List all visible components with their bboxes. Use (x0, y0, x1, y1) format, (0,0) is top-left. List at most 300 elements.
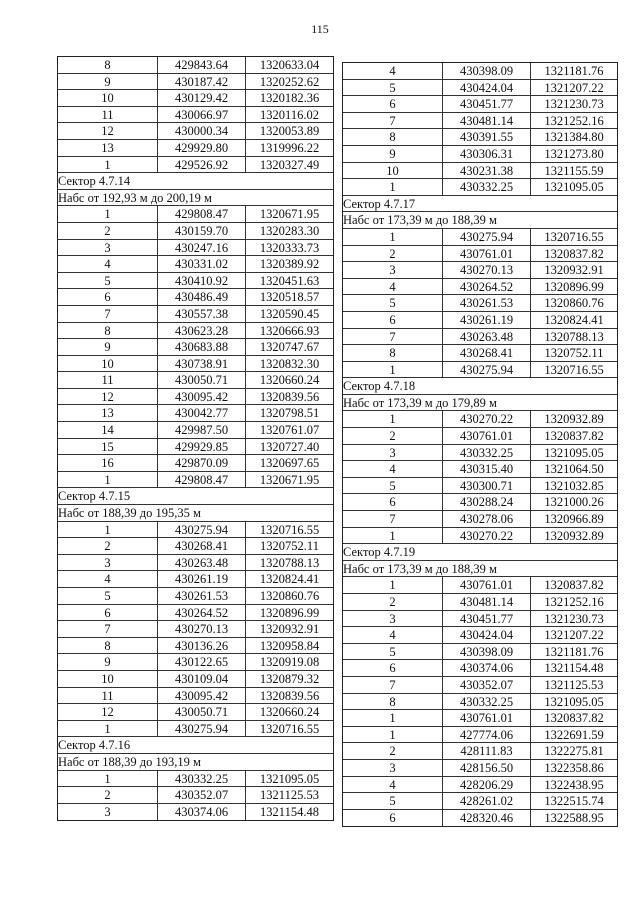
x-coordinate-cell: 430275.94 (158, 721, 246, 737)
point-number-cell: 3 (343, 445, 443, 461)
table-row (343, 494, 617, 511)
table-row (58, 323, 333, 340)
x-coordinate-cell: 430263.48 (158, 555, 246, 571)
table-row (58, 671, 333, 688)
y-coordinate-cell: 1320697.65 (259, 456, 320, 471)
point-number-cell: 4 (343, 461, 443, 477)
x-coordinate-cell: 430761.01 (443, 246, 531, 262)
y-coordinate-cell: 1322588.95 (544, 810, 604, 825)
point-number-cell: 1 (343, 710, 443, 726)
x-coordinate-cell: 430738.91 (158, 356, 246, 372)
point-number-cell: 7 (58, 306, 158, 322)
point-number-cell: 9 (58, 339, 158, 355)
table-row (58, 522, 333, 539)
x-coordinate-cell: 430451.77 (443, 611, 531, 627)
x-coordinate-cell: 430095.42 (158, 688, 246, 704)
point-number-cell: 1 (343, 362, 443, 378)
x-coordinate-cell: 430159.70 (158, 223, 246, 239)
x-coordinate-cell: 430451.77 (443, 96, 531, 112)
x-coordinate-cell: 430270.13 (443, 262, 531, 278)
x-coordinate-cell: 430352.07 (443, 677, 531, 693)
table-row (343, 179, 617, 196)
table-row (58, 74, 333, 91)
y-coordinate-cell: 1322438.95 (544, 777, 604, 792)
y-coordinate-cell: 1320896.99 (259, 605, 320, 620)
table-row (343, 627, 617, 644)
x-coordinate-cell: 430332.25 (443, 179, 531, 195)
y-coordinate-cell: 1321125.53 (260, 788, 319, 803)
coordinates-table-right (342, 62, 618, 827)
point-number-cell: 8 (343, 129, 443, 145)
y-coordinate-cell: 1321207.22 (544, 80, 604, 95)
x-coordinate-cell: 430261.53 (443, 295, 531, 311)
point-number-cell: 1 (58, 522, 158, 538)
table-row (58, 223, 333, 240)
point-number-cell: 16 (58, 455, 158, 471)
point-number-cell: 10 (58, 90, 158, 106)
point-number-cell: 2 (343, 246, 443, 262)
y-coordinate-cell: 1320116.02 (260, 107, 319, 122)
point-number-cell: 5 (343, 295, 443, 311)
point-number-cell: 5 (58, 588, 158, 604)
sector-header-text: Набс от 173,39 м до 188,39 м (343, 213, 497, 228)
table-row (343, 793, 617, 810)
point-number-cell: 10 (58, 356, 158, 372)
sector-header (58, 173, 333, 190)
table-row (58, 555, 333, 572)
table-row (343, 312, 617, 329)
table-row (58, 538, 333, 555)
y-coordinate-cell: 1320788.13 (259, 555, 320, 570)
point-number-cell: 12 (58, 704, 158, 720)
x-coordinate-cell: 430374.06 (443, 660, 531, 676)
sector-header-text: Набс от 192,93 м до 200,19 м (58, 190, 212, 205)
point-number-cell: 8 (343, 345, 443, 361)
x-coordinate-cell: 429808.47 (158, 472, 246, 488)
table-row (343, 362, 617, 379)
table-row (58, 588, 333, 605)
point-number-cell: 9 (58, 74, 158, 90)
point-number-cell: 5 (343, 793, 443, 809)
table-row (343, 511, 617, 528)
sector-header-text: Набс от 173,39 м до 179,89 м (343, 395, 497, 410)
point-number-cell: 11 (58, 688, 158, 704)
table-row (58, 289, 333, 306)
sector-header-text: Сектор 4.7.18 (343, 379, 416, 394)
y-coordinate-cell: 1320518.57 (259, 290, 320, 305)
x-coordinate-cell: 430270.13 (158, 621, 246, 637)
y-coordinate-cell: 1321125.53 (544, 677, 604, 692)
x-coordinate-cell: 430275.94 (443, 229, 531, 245)
y-coordinate-cell: 1320839.56 (259, 688, 320, 703)
x-coordinate-cell: 430122.65 (158, 654, 246, 670)
point-number-cell: 11 (58, 107, 158, 123)
sector-header (58, 190, 333, 207)
point-number-cell: 2 (58, 787, 158, 803)
sector-header (343, 561, 617, 578)
y-coordinate-cell: 1320798.51 (259, 406, 320, 421)
table-row (58, 57, 333, 74)
table-row (343, 411, 617, 428)
y-coordinate-cell: 1320879.32 (259, 671, 320, 686)
y-coordinate-cell: 1320839.56 (259, 389, 320, 404)
y-coordinate-cell: 1320966.89 (544, 512, 604, 527)
y-coordinate-cell: 1321095.05 (544, 180, 604, 195)
point-number-cell: 2 (58, 223, 158, 239)
table-row (343, 295, 617, 312)
point-number-cell: 7 (343, 677, 443, 693)
x-coordinate-cell: 430263.48 (443, 329, 531, 345)
sector-header (343, 544, 617, 561)
table-row (343, 694, 617, 711)
x-coordinate-cell: 430332.25 (443, 445, 531, 461)
y-coordinate-cell: 1320860.76 (544, 296, 604, 311)
x-coordinate-cell: 430331.02 (158, 256, 246, 272)
y-coordinate-cell: 1320752.11 (544, 346, 604, 361)
table-row (58, 339, 333, 356)
table-row (343, 113, 617, 130)
y-coordinate-cell: 1322691.59 (544, 727, 604, 742)
y-coordinate-cell: 1320333.73 (259, 240, 320, 255)
x-coordinate-cell: 430315.40 (443, 461, 531, 477)
point-number-cell: 1 (343, 727, 443, 743)
table-row (58, 372, 333, 389)
sector-header-text: Сектор 4.7.16 (58, 738, 131, 753)
point-number-cell: 7 (58, 621, 158, 637)
y-coordinate-cell: 1320283.30 (259, 223, 320, 238)
y-coordinate-cell: 1320716.55 (259, 721, 320, 736)
point-number-cell: 4 (343, 777, 443, 793)
y-coordinate-cell: 1321095.05 (544, 445, 604, 460)
x-coordinate-cell: 430275.94 (158, 522, 246, 538)
point-number-cell: 6 (58, 289, 158, 305)
point-number-cell: 4 (343, 279, 443, 295)
y-coordinate-cell: 1321230.73 (544, 97, 604, 112)
point-number-cell: 3 (343, 262, 443, 278)
table-row (58, 240, 333, 257)
y-coordinate-cell: 1321252.16 (544, 113, 604, 128)
table-row (343, 229, 617, 246)
point-number-cell: 1 (58, 206, 158, 222)
point-number-cell: 14 (58, 422, 158, 438)
y-coordinate-cell: 1320747.67 (259, 340, 320, 355)
y-coordinate-cell: 1320837.82 (544, 429, 604, 444)
point-number-cell: 12 (58, 389, 158, 405)
point-number-cell: 1 (343, 411, 443, 427)
y-coordinate-cell: 1320590.45 (259, 306, 320, 321)
point-number-cell: 6 (343, 96, 443, 112)
point-number-cell: 8 (58, 323, 158, 339)
x-coordinate-cell: 430481.14 (443, 594, 531, 610)
table-row (58, 123, 333, 140)
table-row (58, 90, 333, 107)
point-number-cell: 12 (58, 123, 158, 139)
point-number-cell: 3 (58, 804, 158, 821)
point-number-cell: 7 (343, 113, 443, 129)
point-number-cell: 7 (343, 511, 443, 527)
y-coordinate-cell: 1320182.36 (259, 91, 320, 106)
y-coordinate-cell: 1320660.24 (259, 705, 320, 720)
y-coordinate-cell: 1321064.50 (544, 462, 604, 477)
x-coordinate-cell: 430050.71 (158, 372, 246, 388)
x-coordinate-cell: 430275.94 (443, 362, 531, 378)
y-coordinate-cell: 1320958.84 (259, 638, 320, 653)
point-number-cell: 9 (58, 654, 158, 670)
table-row (343, 528, 617, 545)
sector-header-text: Сектор 4.7.19 (343, 545, 416, 560)
y-coordinate-cell: 1321181.76 (544, 64, 604, 78)
x-coordinate-cell: 427774.06 (443, 727, 531, 743)
table-row (343, 329, 617, 346)
y-coordinate-cell: 1320788.13 (544, 329, 604, 344)
table-row (343, 163, 617, 180)
x-coordinate-cell: 430683.88 (158, 339, 246, 355)
x-coordinate-cell: 429526.92 (158, 157, 246, 173)
point-number-cell: 2 (343, 428, 443, 444)
x-coordinate-cell: 429808.47 (158, 206, 246, 222)
y-coordinate-cell: 1321273.80 (544, 146, 604, 161)
x-coordinate-cell: 428206.29 (443, 777, 531, 793)
table-row (343, 80, 617, 97)
x-coordinate-cell: 430424.04 (443, 627, 531, 643)
table-row (58, 704, 333, 721)
x-coordinate-cell: 430231.38 (443, 163, 531, 179)
point-number-cell: 1 (58, 771, 158, 787)
table-row (343, 810, 617, 827)
y-coordinate-cell: 1321230.73 (544, 611, 604, 626)
table-row (343, 644, 617, 661)
table-row (343, 262, 617, 279)
y-coordinate-cell: 1320752.11 (260, 539, 319, 554)
table-row (58, 621, 333, 638)
x-coordinate-cell: 430261.53 (158, 588, 246, 604)
sector-header (58, 754, 333, 771)
point-number-cell: 5 (58, 273, 158, 289)
sector-header (58, 505, 333, 522)
y-coordinate-cell: 1320932.89 (544, 412, 604, 427)
y-coordinate-cell: 1320327.49 (259, 157, 320, 172)
y-coordinate-cell: 1320932.91 (259, 622, 320, 637)
x-coordinate-cell: 429987.50 (158, 422, 246, 438)
y-coordinate-cell: 1322515.74 (544, 794, 604, 809)
x-coordinate-cell: 430066.97 (158, 107, 246, 123)
point-number-cell: 5 (343, 80, 443, 96)
sector-header (58, 488, 333, 505)
y-coordinate-cell: 1320716.55 (544, 229, 604, 244)
point-number-cell: 13 (58, 140, 158, 156)
point-number-cell: 10 (343, 163, 443, 179)
point-number-cell: 4 (343, 627, 443, 643)
x-coordinate-cell: 430264.52 (158, 605, 246, 621)
x-coordinate-cell: 428261.02 (443, 793, 531, 809)
sector-header-text: Сектор 4.7.15 (58, 489, 131, 504)
table-row (58, 688, 333, 705)
table-row (58, 605, 333, 622)
y-coordinate-cell: 1320761.07 (259, 423, 320, 438)
y-coordinate-cell: 1320660.24 (259, 373, 320, 388)
y-coordinate-cell: 1320919.08 (259, 655, 320, 670)
point-number-cell: 6 (343, 660, 443, 676)
point-number-cell: 3 (343, 611, 443, 627)
table-row (58, 107, 333, 124)
x-coordinate-cell: 430332.25 (443, 694, 531, 710)
x-coordinate-cell: 430761.01 (443, 577, 531, 593)
point-number-cell: 8 (343, 694, 443, 710)
x-coordinate-cell: 430050.71 (158, 704, 246, 720)
x-coordinate-cell: 430000.34 (158, 123, 246, 139)
sector-header-text: Сектор 4.7.17 (343, 196, 416, 211)
point-number-cell: 4 (58, 256, 158, 272)
y-coordinate-cell: 1320053.89 (259, 124, 320, 139)
point-number-cell: 2 (343, 743, 443, 759)
y-coordinate-cell: 1320932.89 (544, 528, 604, 543)
table-row (58, 455, 333, 472)
x-coordinate-cell: 430486.49 (158, 289, 246, 305)
point-number-cell: 7 (343, 329, 443, 345)
table-row (343, 129, 617, 146)
x-coordinate-cell: 430410.92 (158, 273, 246, 289)
x-coordinate-cell: 430278.06 (443, 511, 531, 527)
point-number-cell: 3 (343, 760, 443, 776)
x-coordinate-cell: 430261.19 (443, 312, 531, 328)
x-coordinate-cell: 430288.24 (443, 494, 531, 510)
table-row (58, 721, 333, 738)
table-row (343, 146, 617, 163)
x-coordinate-cell: 429929.80 (158, 140, 246, 156)
sector-header-text: Набс от 173,39 м до 188,39 м (343, 561, 497, 576)
table-row (58, 256, 333, 273)
sector-header (343, 212, 617, 229)
page-number: 115 (311, 22, 329, 36)
x-coordinate-cell: 430391.55 (443, 129, 531, 145)
y-coordinate-cell: 1321207.22 (544, 628, 604, 643)
coordinates-table-left (57, 56, 334, 821)
table-row (58, 654, 333, 671)
y-coordinate-cell: 1321000.26 (544, 495, 604, 510)
table-row (58, 405, 333, 422)
y-coordinate-cell: 1320633.04 (259, 58, 320, 72)
x-coordinate-cell: 430264.52 (443, 279, 531, 295)
point-number-cell: 5 (343, 478, 443, 494)
table-row (343, 63, 617, 80)
x-coordinate-cell: 430261.19 (158, 571, 246, 587)
point-number-cell: 4 (343, 63, 443, 79)
y-coordinate-cell: 1320824.41 (544, 312, 604, 327)
table-row (343, 428, 617, 445)
table-row (343, 445, 617, 462)
point-number-cell: 13 (58, 405, 158, 421)
x-coordinate-cell: 429843.64 (158, 57, 246, 73)
table-row (58, 472, 333, 489)
y-coordinate-cell: 1322358.86 (544, 760, 604, 775)
y-coordinate-cell: 1320727.40 (259, 439, 320, 454)
x-coordinate-cell: 430481.14 (443, 113, 531, 129)
point-number-cell: 8 (58, 57, 158, 73)
table-row (343, 96, 617, 113)
point-number-cell: 6 (343, 810, 443, 827)
x-coordinate-cell: 430042.77 (158, 405, 246, 421)
x-coordinate-cell: 430268.41 (158, 538, 246, 554)
y-coordinate-cell: 1320837.82 (544, 578, 604, 593)
table-row (343, 345, 617, 362)
y-coordinate-cell: 1321032.85 (544, 478, 604, 493)
x-coordinate-cell: 430109.04 (158, 671, 246, 687)
y-coordinate-cell: 1321155.59 (544, 163, 604, 178)
point-number-cell: 1 (58, 721, 158, 737)
y-coordinate-cell: 1320932.91 (544, 263, 604, 278)
table-row (58, 771, 333, 788)
table-row (343, 577, 617, 594)
table-row (58, 638, 333, 655)
point-number-cell: 1 (343, 229, 443, 245)
point-number-cell: 1 (58, 157, 158, 173)
y-coordinate-cell: 1320716.55 (259, 522, 320, 537)
point-number-cell: 3 (58, 240, 158, 256)
sector-header (343, 196, 617, 213)
y-coordinate-cell: 1321095.05 (259, 771, 320, 786)
table-row (343, 461, 617, 478)
point-number-cell: 10 (58, 671, 158, 687)
y-coordinate-cell: 1320824.41 (259, 572, 320, 587)
point-number-cell: 3 (58, 555, 158, 571)
point-number-cell: 1 (58, 472, 158, 488)
y-coordinate-cell: 1320451.63 (259, 273, 320, 288)
table-row (343, 710, 617, 727)
y-coordinate-cell: 1320716.55 (544, 362, 604, 377)
y-coordinate-cell: 1321181.76 (544, 644, 604, 659)
y-coordinate-cell: 1320837.82 (544, 711, 604, 726)
x-coordinate-cell: 430187.42 (158, 74, 246, 90)
y-coordinate-cell: 1320896.99 (544, 279, 604, 294)
y-coordinate-cell: 1321252.16 (544, 595, 604, 609)
table-row (343, 760, 617, 777)
table-row (343, 611, 617, 628)
y-coordinate-cell: 1320671.95 (259, 472, 320, 487)
x-coordinate-cell: 430129.42 (158, 90, 246, 106)
point-number-cell: 11 (58, 372, 158, 388)
table-row (343, 660, 617, 677)
x-coordinate-cell: 430398.09 (443, 644, 531, 660)
y-coordinate-cell: 1320837.82 (544, 246, 604, 261)
point-number-cell: 1 (343, 577, 443, 593)
table-row (343, 727, 617, 744)
x-coordinate-cell: 430300.71 (443, 478, 531, 494)
point-number-cell: 9 (343, 146, 443, 162)
table-row (343, 279, 617, 296)
x-coordinate-cell: 428320.46 (443, 810, 531, 827)
sector-header (58, 737, 333, 754)
sector-header-text: Набс от 188,39 до 193,19 м (58, 754, 201, 769)
x-coordinate-cell: 430306.31 (443, 146, 531, 162)
y-coordinate-cell: 1321154.48 (260, 804, 319, 819)
table-row (58, 787, 333, 804)
sector-header (343, 378, 617, 395)
sector-header-text: Сектор 4.7.14 (58, 174, 131, 189)
x-coordinate-cell: 430136.26 (158, 638, 246, 654)
table-row (343, 677, 617, 694)
point-number-cell: 2 (58, 538, 158, 554)
y-coordinate-cell: 1320832.30 (259, 356, 320, 371)
table-row (343, 246, 617, 263)
table-row (58, 389, 333, 406)
x-coordinate-cell: 430270.22 (443, 528, 531, 544)
x-coordinate-cell: 428156.50 (443, 760, 531, 776)
table-row (58, 157, 333, 174)
table-row (58, 356, 333, 373)
y-coordinate-cell: 1322275.81 (544, 744, 604, 759)
x-coordinate-cell: 429929.85 (158, 439, 246, 455)
table-row (343, 478, 617, 495)
